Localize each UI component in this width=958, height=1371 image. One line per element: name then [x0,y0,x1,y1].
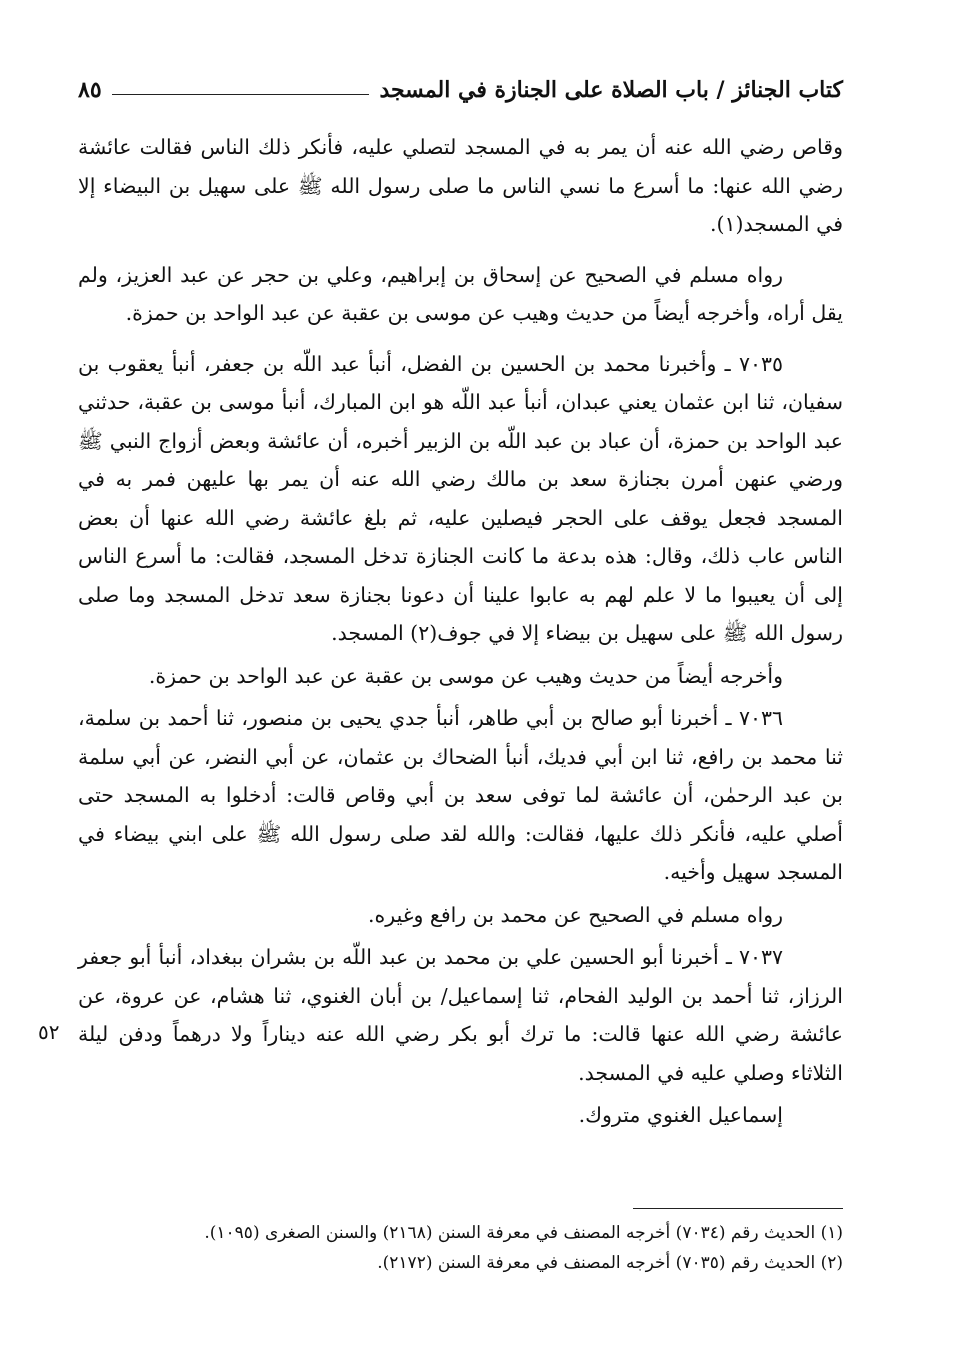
footnote: (٢) الحديث رقم (٧٠٣٥) أخرجه المصنف في معرفة السنن (٢١٧٢). [377,1253,843,1273]
paragraph: وأخرجه أيضاً من حديث وهيب عن موسى بن عقبة عن عبد الواحد بن حمزة. [148,663,783,688]
paragraph: رواه مسلم في الصحيح عن إسحاق بن إبراهيم، وعلي بن حجر عن عبد العزيز، ولم يقل أراه، وأخرجه أيضاً من حديث وهيب عن موسى بن عقبة عن عبد الواحد بن حمزة. [78,262,843,325]
paragraph: وقاص رضي الله عنه أن يمر به في المسجد لتصلي عليه، فأنكر ذلك الناس فقالت عائشة رضي الله عنها: ما أسرع ما نسي الناس ما صلى رسول الله ﷺ على سهيل بن البيضاء إلا في المسجد(١). [78,135,843,236]
hadith-7036: ٧٠٣٦ ـ أخبرنا أبو صالح بن أبي طاهر، أنبأ جدي يحيى بن منصور، ثنا أحمد بن سلمة، ثنا محمد بن رافع، ثنا ابن أبي فديك، أنبأ الضحاك بن عثمان، عن أبي النضر، عن أبي سلمة بن عبد الرحمٰن، أن عائشة لما توفى سعد بن أبي وقاص قالت: أدخلوا به المسجد حتى أصلي عليه، فأنكر ذلك عليها، فقالت: والله لقد صلى رسول الله ﷺ على ابني بيضاء في المسجد سهيل وأخيه. [78,706,843,884]
footnote: (١) الحديث رقم (٧٠٣٤) أخرجه المصنف في معرفة السنن (٢١٦٨) والسنن الصغرى (١٠٩٥). [204,1223,843,1243]
page-number: ٨٥ [78,77,102,103]
hadith-7035: ٧٠٣٥ ـ وأخبرنا محمد بن الحسين بن الفضل، أنبأ عبد اللّه بن جعفر، أنبأ يعقوب بن سفيان، ثنا ابن عثمان يعني عبدان، أنبأ عبد اللّه هو ابن المبارك، أنبأ موسى بن عقبة، حدثني عبد الواحد بن حمزة، أن عباد بن عبد اللّه بن الزبير أخبره، أن عائشة وبعض أزواج النبي ﷺ ورضي عنهن أمرن بجنازة سعد بن مالك رضي الله عنه أن يمر بها عليهن فمر به في المسجد فجعل يوقف على الحجر فيصلين عليه، ثم بلغ عائشة رضي الله عنها أن بعض الناس عاب ذلك، وقال: هذه بدعة ما كانت الجنازة تدخل المسجد، فقالت: ما أسرع الناس إلى أن يعيبوا ما لا علم لهم به عابوا علينا أن دعونا بجنازة سعد تدخل المسجد وما صلى رسول الله ﷺ على سهيل بن بيضاء إلا في جوف(٢) المسجد. [78,351,843,645]
header-rule [112,94,370,95]
body-text [78,128,843,1147]
paragraph: رواه مسلم في الصحيح عن محمد بن رافع وغيره. [368,902,783,927]
manuscript-folio-marker: ٥٢ [38,1020,60,1044]
page-header [78,70,843,110]
running-title: كتاب الجنائز / باب الصلاة على الجنازة في المسجد [379,77,843,103]
hadith-7037: ٧٠٣٧ ـ أخبرنا أبو الحسين علي بن محمد بن عبد اللّه بن بشران ببغداد، أنبأ أبو جعفر الرزاز، ثنا أحمد بن الوليد الفحام، ثنا إسماعيل/ بن أبان الغنوي، ثنا هشام، عن عروة، عن عائشة رضي الله عنها قالت: ما ترك أبو بكر رضي الله عنه ديناراً ولا درهماً ودفن ليلة الثلاثاء وصلي عليه في المسجد. [78,945,843,1085]
footnotes [78,1218,843,1278]
book-page [78,70,843,1350]
paragraph: إسماعيل الغنوي متروك. [578,1103,783,1127]
footnote-rule [633,1208,843,1209]
